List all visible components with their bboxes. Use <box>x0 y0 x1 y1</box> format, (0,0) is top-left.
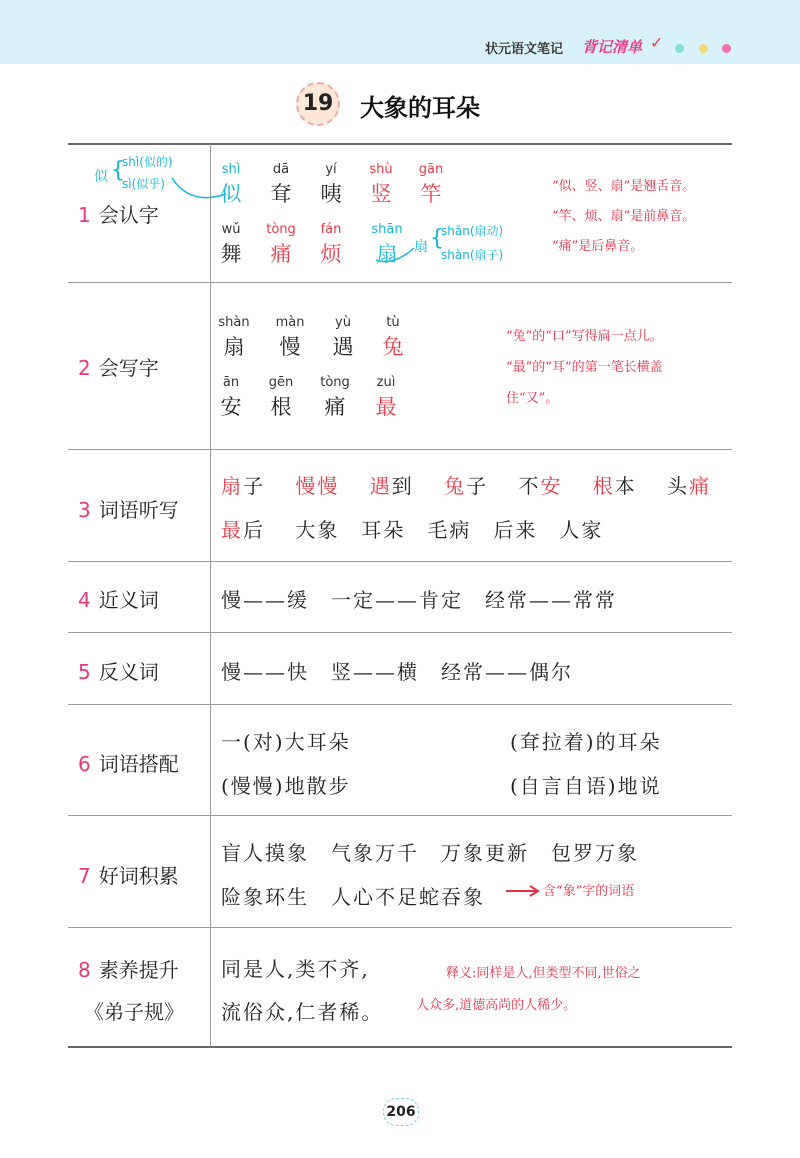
table-top-rule <box>68 143 732 145</box>
pinyin: shān <box>371 222 403 237</box>
section-6-label: 6 词语搭配 <box>78 752 179 776</box>
collocation-item: (自言自语)地说 <box>510 774 662 798</box>
character: 竖 <box>370 182 392 206</box>
character: 痛 <box>324 395 346 419</box>
note: “最”的“耳”的第一笔长横盖 <box>506 360 663 375</box>
synonym-line: 慢——缓 一定——肯定 经常——常常 <box>221 588 617 612</box>
row-divider <box>68 632 732 633</box>
pinyin: gān <box>418 162 444 177</box>
section-5-label: 5 反义词 <box>78 660 159 684</box>
word-list-line-2: 最后 大象 耳朵 毛病 后来 人家 <box>221 518 604 542</box>
note: 含“象”字的词语 <box>543 884 635 899</box>
dot-icon-mint <box>675 44 684 53</box>
row-divider <box>68 449 732 450</box>
collocation-item: (耷拉着)的耳朵 <box>510 730 662 754</box>
antonym-line: 慢——快 竖——横 经常——偶尔 <box>221 660 573 684</box>
pinyin: shù <box>369 162 393 177</box>
classic-line-1: 同是人,类不齐, <box>221 957 370 981</box>
idiom-line-2: 险象环生 人心不足蛇吞象 <box>221 885 485 909</box>
row-divider <box>68 704 732 705</box>
pinyin: tòng <box>266 222 296 237</box>
column-divider <box>210 143 211 1047</box>
character: 扇 <box>376 242 398 266</box>
pinyin: zuì <box>376 375 396 390</box>
brace-icon: { <box>111 158 125 183</box>
dot-icon-pink <box>722 44 731 53</box>
lesson-title: 大象的耳朵 <box>360 94 480 122</box>
pinyin: yí <box>325 162 337 177</box>
character: 兔 <box>382 335 404 359</box>
character: 安 <box>220 395 242 419</box>
section-4-label: 4 近义词 <box>78 588 159 612</box>
note: 释义:同样是人,但类型不同,世俗之 <box>446 966 641 981</box>
polyphone-shan-reading-1: shān(扇动) <box>441 224 504 238</box>
word-list-line-1: 扇子 慢慢 遇到 兔子 不安 根本 头痛 <box>221 474 712 498</box>
arrow-icon <box>506 884 542 898</box>
pinyin: dā <box>272 162 290 177</box>
header-band <box>0 0 800 64</box>
section-1-label: 1 会认字 <box>78 203 159 227</box>
character: 竿 <box>420 182 442 206</box>
brand-name: 状元语文笔记 <box>485 42 564 57</box>
section-8-label: 8 素养提升 <box>78 958 179 982</box>
character: 似 <box>220 182 242 206</box>
polyphone-shan-reading-2: shàn(扇子) <box>441 248 504 262</box>
check-icon: ✓ <box>650 33 664 52</box>
pinyin: yù <box>335 315 351 330</box>
character: 耷 <box>270 182 292 206</box>
pinyin: tù <box>386 315 400 330</box>
collocation-item: (慢慢)地散步 <box>221 774 351 798</box>
note: 人众多,道德高尚的人稀少。 <box>416 998 577 1013</box>
pinyin: gēn <box>268 375 294 390</box>
pinyin: shì <box>221 162 241 177</box>
pinyin: fán <box>320 222 342 237</box>
character: 痛 <box>270 242 292 266</box>
character: 扇 <box>223 335 245 359</box>
brace-icon: { <box>430 226 444 251</box>
section-7-label: 7 好词积累 <box>78 864 179 888</box>
character: 最 <box>375 395 397 419</box>
character: 舞 <box>220 242 242 266</box>
note: “痛”是后鼻音。 <box>552 239 644 254</box>
pinyin: ān <box>222 375 240 390</box>
character: 根 <box>270 395 292 419</box>
section-3-label: 3 词语听写 <box>78 498 179 522</box>
character: 慢 <box>279 335 301 359</box>
collocation-item: 一(对)大耳朵 <box>221 730 351 754</box>
row-divider <box>68 282 732 283</box>
table-bottom-rule <box>68 1046 732 1048</box>
section-2-label: 2 会写字 <box>78 356 159 380</box>
character: 遇 <box>332 335 354 359</box>
lesson-number-badge: 19 <box>296 82 340 126</box>
polyphone-si-reading-2: sì(似乎) <box>122 177 165 191</box>
note: “似、竖、扇”是翘舌音。 <box>552 179 696 194</box>
section-8-sublabel: 《弟子规》 <box>84 1000 184 1024</box>
connector-curve <box>370 236 420 266</box>
pinyin: tòng <box>320 375 350 390</box>
row-divider <box>68 927 732 928</box>
note: “兔”的“口”写得扁一点儿。 <box>506 329 663 344</box>
page-number: 206 <box>383 1098 419 1126</box>
dot-icon-yellow <box>699 44 708 53</box>
pinyin: màn <box>275 315 305 330</box>
character: 咦 <box>320 182 342 206</box>
pinyin: wǔ <box>221 222 241 237</box>
polyphone-si-char: 似 <box>94 169 108 185</box>
polyphone-si-reading-1: shì(似的) <box>122 155 173 169</box>
character: 烦 <box>320 242 342 266</box>
idiom-line-1: 盲人摸象 气象万千 万象更新 包罗万象 <box>221 841 639 865</box>
brand-accent: 背记清单 <box>582 38 643 56</box>
note: “竿、烦、扇”是前鼻音。 <box>552 209 696 224</box>
row-divider <box>68 561 732 562</box>
classic-line-2: 流俗众,仁者稀。 <box>221 1000 384 1024</box>
polyphone-shan-char: 扇 <box>414 239 428 255</box>
pinyin: shàn <box>218 315 250 330</box>
note: 住“又”。 <box>506 391 559 406</box>
row-divider <box>68 815 732 816</box>
